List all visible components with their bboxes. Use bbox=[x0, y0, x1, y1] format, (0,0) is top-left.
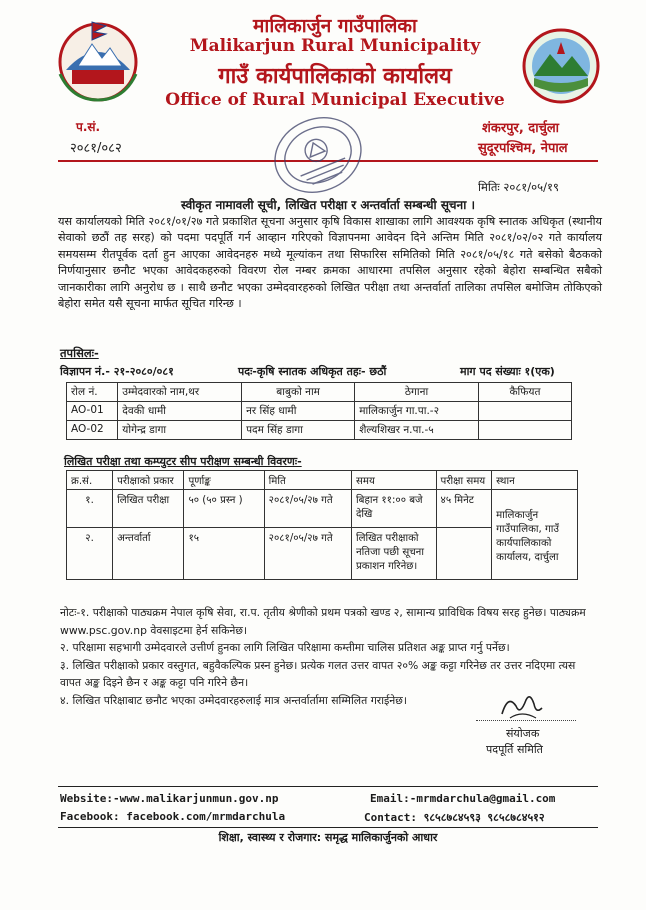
table-cell: २०८१/०५/२७ गते bbox=[264, 528, 351, 580]
column-header: बाबुको नाम bbox=[242, 383, 355, 402]
details-title: तपसिलः- bbox=[60, 346, 99, 360]
column-header: क्र.सं. bbox=[67, 471, 113, 490]
footer-divider bbox=[58, 786, 598, 787]
municipality-name-nepali: मालिकार्जुन गाउँपालिका bbox=[253, 15, 417, 37]
signatory-role: संयोजक bbox=[506, 727, 540, 740]
letter-date: मितिः २०८१/०५/१९ bbox=[478, 180, 559, 194]
candidates-table bbox=[66, 382, 572, 440]
table-cell: अन्तर्वार्ता bbox=[113, 528, 184, 580]
footer-contact: Contact: ९८५८७८४५९३ ९८५८७८४५१२ bbox=[364, 811, 545, 824]
footer-website: Website:-www.malikarjunmun.gov.np bbox=[60, 792, 279, 805]
table-cell: ५० (५० प्रस्न ) bbox=[184, 490, 264, 528]
table-cell: लिखित परीक्षाको नतिजा पछी सूचना प्रकाशन गरिनेछ। bbox=[351, 528, 436, 580]
exam-details-title: लिखित परीक्षा तथा कम्प्युटर सीप परीक्षण सम्बन्धी विवरणः- bbox=[64, 455, 302, 468]
table-cell bbox=[478, 421, 571, 440]
reference-number: २०८१/०८२ bbox=[70, 141, 122, 156]
column-header: रोल नं. bbox=[67, 383, 118, 402]
table-header-row bbox=[67, 383, 572, 402]
column-header: कैफियत bbox=[478, 383, 571, 402]
footer-email: Email:-mrmdarchula@gmail.com bbox=[370, 792, 556, 805]
office-name-english: Office of Rural Municipal Executive bbox=[165, 90, 505, 110]
footer-facebook: Facebook: facebook.com/mrmdarchula bbox=[60, 810, 286, 823]
column-header: परीक्षाको प्रकार bbox=[113, 471, 184, 490]
table-cell: लिखित परीक्षा bbox=[113, 490, 184, 528]
table-cell: बिहान ११:०० बजे देखि bbox=[351, 490, 436, 528]
table-cell: २. bbox=[67, 528, 113, 580]
exam-schedule-table bbox=[66, 470, 578, 580]
table-cell: १५ bbox=[184, 528, 264, 580]
note-item: नोटः-१. परीक्षाको पाठ्यक्रम नेपाल कृषि सेवा, रा.प. तृतीय श्रेणीको प्रथम पत्रको खण्ड २, सामान्य प्राविधिक विषय सरह हुनेछ। पाठ्यक्रम www.psc.gov.np वेवसाइटमा हेर्न सकिनेछ। bbox=[60, 606, 586, 637]
column-header: मिति bbox=[264, 471, 351, 490]
advertisement-number: विज्ञापन नं.- २१-२०८०/०८१ bbox=[60, 365, 174, 378]
column-header: परीक्षा समय bbox=[436, 471, 492, 490]
column-header: स्थान bbox=[492, 471, 578, 490]
column-header: उम्मेदवारको नाम,थर bbox=[118, 383, 242, 402]
municipality-logo-icon bbox=[520, 26, 602, 106]
column-header: ठेगाना bbox=[355, 383, 479, 402]
table-cell: देवकी धामी bbox=[118, 402, 242, 421]
table-cell: AO-01 bbox=[67, 402, 118, 421]
table-cell bbox=[478, 402, 571, 421]
table-cell: मालिकार्जुन गा.पा.-२ bbox=[355, 402, 479, 421]
municipality-emblem-icon bbox=[52, 14, 144, 106]
table-cell: ४५ मिनेट bbox=[436, 490, 492, 528]
table-cell: AO-02 bbox=[67, 421, 118, 440]
table-row bbox=[67, 490, 578, 528]
note-item: ३. लिखित परीक्षाको प्रकार वस्तुगत, बहुवैकल्पिक प्रस्न हुनेछ। प्रत्येक गलत उत्तर वापत २०% अङ्क कट्टा गरिनेछ तर उत्तर नदिएमा त्यस वापत अङ्क दिइने छैन र अङ्क कट्टा पनि गरिने छैन। bbox=[60, 658, 576, 690]
table-cell: २०८१/०५/२७ गते bbox=[264, 490, 351, 528]
table-cell: शैल्यशिखर न.पा.-५ bbox=[355, 421, 479, 440]
table-cell: योगेन्द्र डागा bbox=[118, 421, 242, 440]
signature-mark-icon bbox=[496, 690, 546, 724]
post-level: पदः-कृषि स्नातक अधिकृत तहः- छठौं bbox=[238, 365, 387, 378]
table-cell bbox=[436, 528, 492, 580]
office-stamp-icon bbox=[268, 110, 368, 200]
address-line-2: सुदूरपश्चिम, नेपाल bbox=[478, 141, 568, 156]
note-item: २. परिक्षामा सहभागी उम्मेदवारले उत्तीर्ण हुनका लागि लिखित परिक्षामा कम्तीमा चालिस प्रतिशत अङ्क प्राप्त गर्नु पर्नेछ। bbox=[60, 641, 510, 655]
footer-motto: शिक्षा, स्वास्थ्य र रोजगार: समृद्ध मालिकार्जुनको आधार bbox=[218, 831, 438, 844]
footer-divider bbox=[58, 827, 598, 828]
letter-body: यस कार्यालयको मिति २०८१/०१/२७ गते प्रकाशित सूचना अनुसार कृषि विकास शाखाका लागि आवश्यक कृषि स्नातक अधिकृत (स्थानीय सेवाको छठौं तह सरह) को पदमा पदपूर्ति गर्न आव्हान गरिएको विज्ञापनमा आवेदन दिने अन्तिम मिति २०८१/०२/०२ गते कार्यालय समयसम्म रीतपूर्वक दर्ता हुन आएका आवेदनहरु मध्ये मूल्यांकन तथा सिफारिस समितिको मिति २०८१/०५/१८ गते बसेको बैठकको निर्णयानुसार छनौट भएका आवेदकहरुको विवरण रोल नम्बर क्रमका आधारमा तपसिल अनुसार रहेको बेहोरा सम्बन्धित सबैको जानकारीका लागि अनुरोध छ । साथै छनौट भएका उम्मेदवारहरुको लिखित परीक्षा तथा अन्तर्वार्ता तालिका तपसिल बमोजिम तोकिएको बेहोरा समेत यसै सूचना मार्फत सूचित गरिन्छ । bbox=[58, 215, 602, 311]
venue-cell: मालिकार्जुन गाउँपालिका, गाउँ कार्यपालिकाको कार्यालय, दार्चुला bbox=[492, 490, 578, 580]
table-header-row bbox=[67, 471, 578, 490]
signature-line bbox=[476, 720, 576, 721]
table-cell: नर सिंह धामी bbox=[242, 402, 355, 421]
table-row bbox=[67, 402, 572, 421]
column-header: समय bbox=[351, 471, 436, 490]
signatory-committee: पदपूर्ति समिति bbox=[486, 743, 543, 756]
column-header: पूर्णाङ्क bbox=[184, 471, 264, 490]
address-line-1: शंकरपुर, दार्चुला bbox=[482, 121, 560, 136]
reference-label: प.सं. bbox=[76, 120, 101, 134]
demand-count: माग पद संख्याः १(एक) bbox=[460, 365, 555, 378]
note-item: ४. लिखित परिक्षाबाट छनौट भएका उम्मेदवारहरुलाई मात्र अन्तर्वार्तामा सम्मिलित गराईनेछ। bbox=[60, 693, 407, 707]
table-cell: १. bbox=[67, 490, 113, 528]
letter-subject: स्वीकृत नामावली सूची, लिखित परीक्षा र अन्तर्वार्ता सम्बन्धी सूचना । bbox=[180, 198, 476, 212]
table-row bbox=[67, 421, 572, 440]
office-name-nepali: गाउँ कार्यपालिकाको कार्यालय bbox=[218, 64, 452, 89]
municipality-name-english: Malikarjun Rural Municipality bbox=[189, 36, 481, 56]
table-cell: पदम सिंह डागा bbox=[242, 421, 355, 440]
